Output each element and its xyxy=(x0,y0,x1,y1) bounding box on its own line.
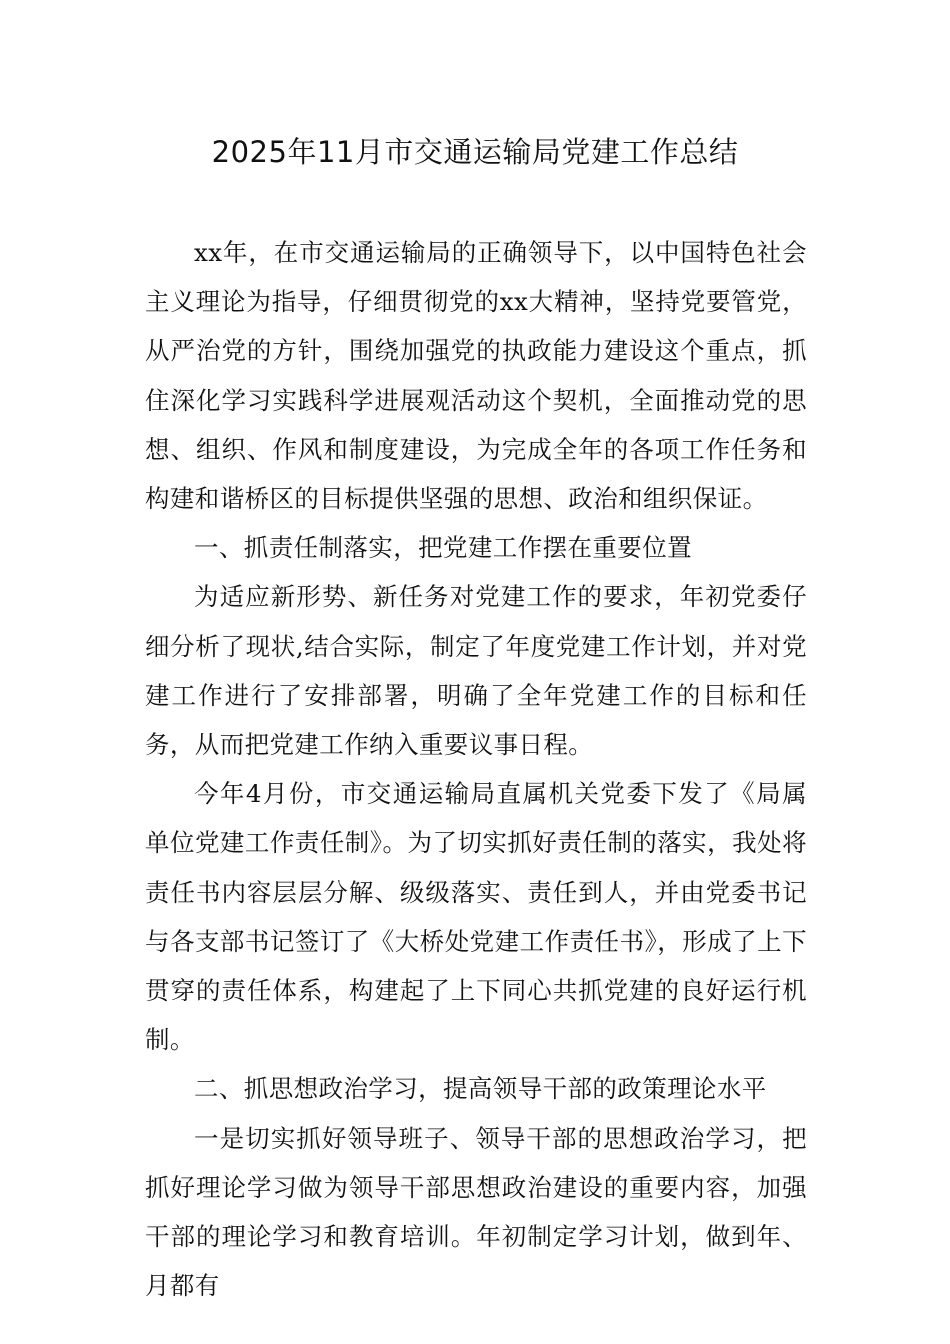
section-1-paragraph-2: 今年4月份，市交通运输局直属机关党委下发了《局属单位党建工作责任制》。为了切实抓好责任制的落实，我处将责任书内容层层分解、级级落实、责任到人，并由党委书记与各支部书记签订了《大桥处党建工作责任书》，形成了上下贯穿的责任体系，构建起了上下同心共抓党建的良好运行机制。 xyxy=(145,779,807,1055)
section-heading-1: 一、抓责任制落实，把党建工作摆在重要位置 xyxy=(194,533,692,563)
intro-paragraph: xx年，在市交通运输局的正确领导下，以中国特色社会主义理论为指导，仔细贯彻党的xx大精神，坚持党要管党，从严治党的方针，围绕加强党的执政能力建设这个重点，抓住深化学习实践科学进展观活动这个契机，全面推动党的思想、组织、作风和制度建设，为完成全年的各项工作任务和构建和谐桥区的目标提供坚强的思想、政治和组织保证。 xyxy=(145,238,807,514)
section-1-paragraph-1: 为适应新形势、新任务对党建工作的要求，年初党委仔细分析了现状,结合实际，制定了年度党建工作计划，并对党建工作进行了安排部署，明确了全年党建工作的目标和任务，从而把党建工作纳入重要议事日程。 xyxy=(145,582,807,760)
document-body xyxy=(145,228,807,1310)
section-heading-2: 二、抓思想政治学习，提高领导干部的政策理论水平 xyxy=(194,1074,767,1104)
section-2-paragraph-1: 一是切实抓好领导班子、领导干部的思想政治学习，把抓好理论学习做为领导干部思想政治建设的重要内容，加强干部的理论学习和教育培训。年初制定学习计划，做到年、月都有 xyxy=(145,1123,807,1301)
document-title: 2025年11月市交通运输局党建工作总结 xyxy=(211,135,739,169)
